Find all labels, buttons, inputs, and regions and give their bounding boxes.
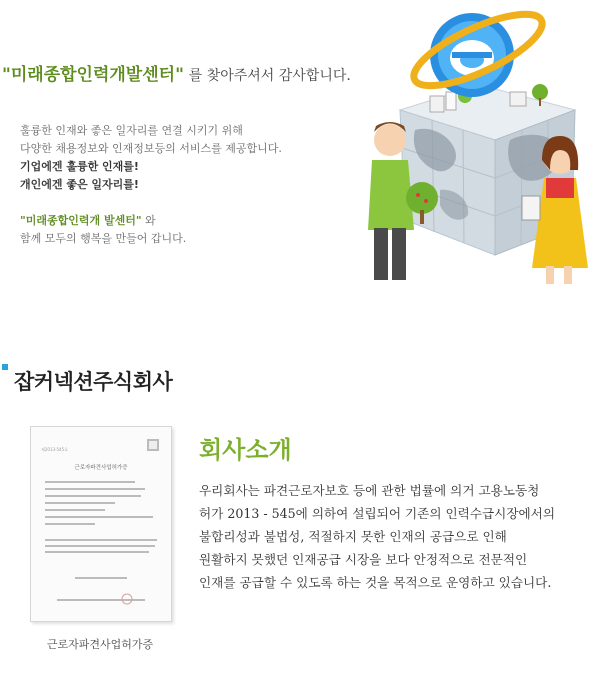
- about-line: 우리회사는 파견근로자보호 등에 관한 법률에 의거 고용노동청: [199, 483, 540, 498]
- intro-brand-line: [20, 212, 282, 230]
- certificate-heading: 근로자파견사업허가증: [74, 465, 128, 471]
- hero-illustration: [360, 0, 600, 300]
- intro-brand-suffix: 와: [141, 214, 156, 227]
- intro-text: [20, 122, 282, 248]
- section-marker-icon: [2, 364, 8, 370]
- about-line: 원활하지 못했던 인재공급 시장을 보다 안정적으로 전문적인: [199, 552, 528, 567]
- about-description: [199, 479, 595, 594]
- svg-text:제2013-545호: 제2013-545호: [41, 447, 68, 452]
- brand-name: "미래종합인력개발센터": [2, 65, 184, 85]
- intro-line: 다양한 채용정보와 인재정보등의 서비스를 제공합니다.: [20, 142, 282, 155]
- intro-line: 훌륭한 인재와 좋은 일자리를 연결 시키기 위해: [20, 124, 243, 137]
- about-line: 불합리성과 불법성, 적절하지 못한 인재의 공급으로 인해: [199, 529, 507, 544]
- intro-brand-name: "미래종합인력개 발센터": [20, 214, 142, 227]
- certificate-caption: 근로자파견사업허가증: [46, 638, 154, 651]
- intro-bold-line: 개인에겐 좋은 일자리를!: [20, 178, 139, 191]
- about-title: 회사소개: [199, 436, 292, 464]
- intro-tagline: 를 찾아주셔서 감사합니다.: [188, 68, 351, 84]
- internet-explorer-logo-icon: [405, 0, 550, 99]
- license-certificate-image: [30, 426, 172, 622]
- intro-heading: [2, 60, 351, 85]
- about-line: 허가 2013 - 545에 의하여 설립되어 기존의 인력수급시장에서의: [199, 506, 556, 521]
- intro-closing: 함께 모두의 행복을 만들어 갑니다.: [20, 232, 187, 245]
- about-line: 인재를 공급할 수 있도록 하는 것을 목적으로 운영하고 있습니다.: [199, 575, 552, 590]
- company-name: 잡커넥션주식회사: [14, 370, 173, 394]
- intro-bold-line: 기업에겐 훌륭한 인재를!: [20, 160, 139, 173]
